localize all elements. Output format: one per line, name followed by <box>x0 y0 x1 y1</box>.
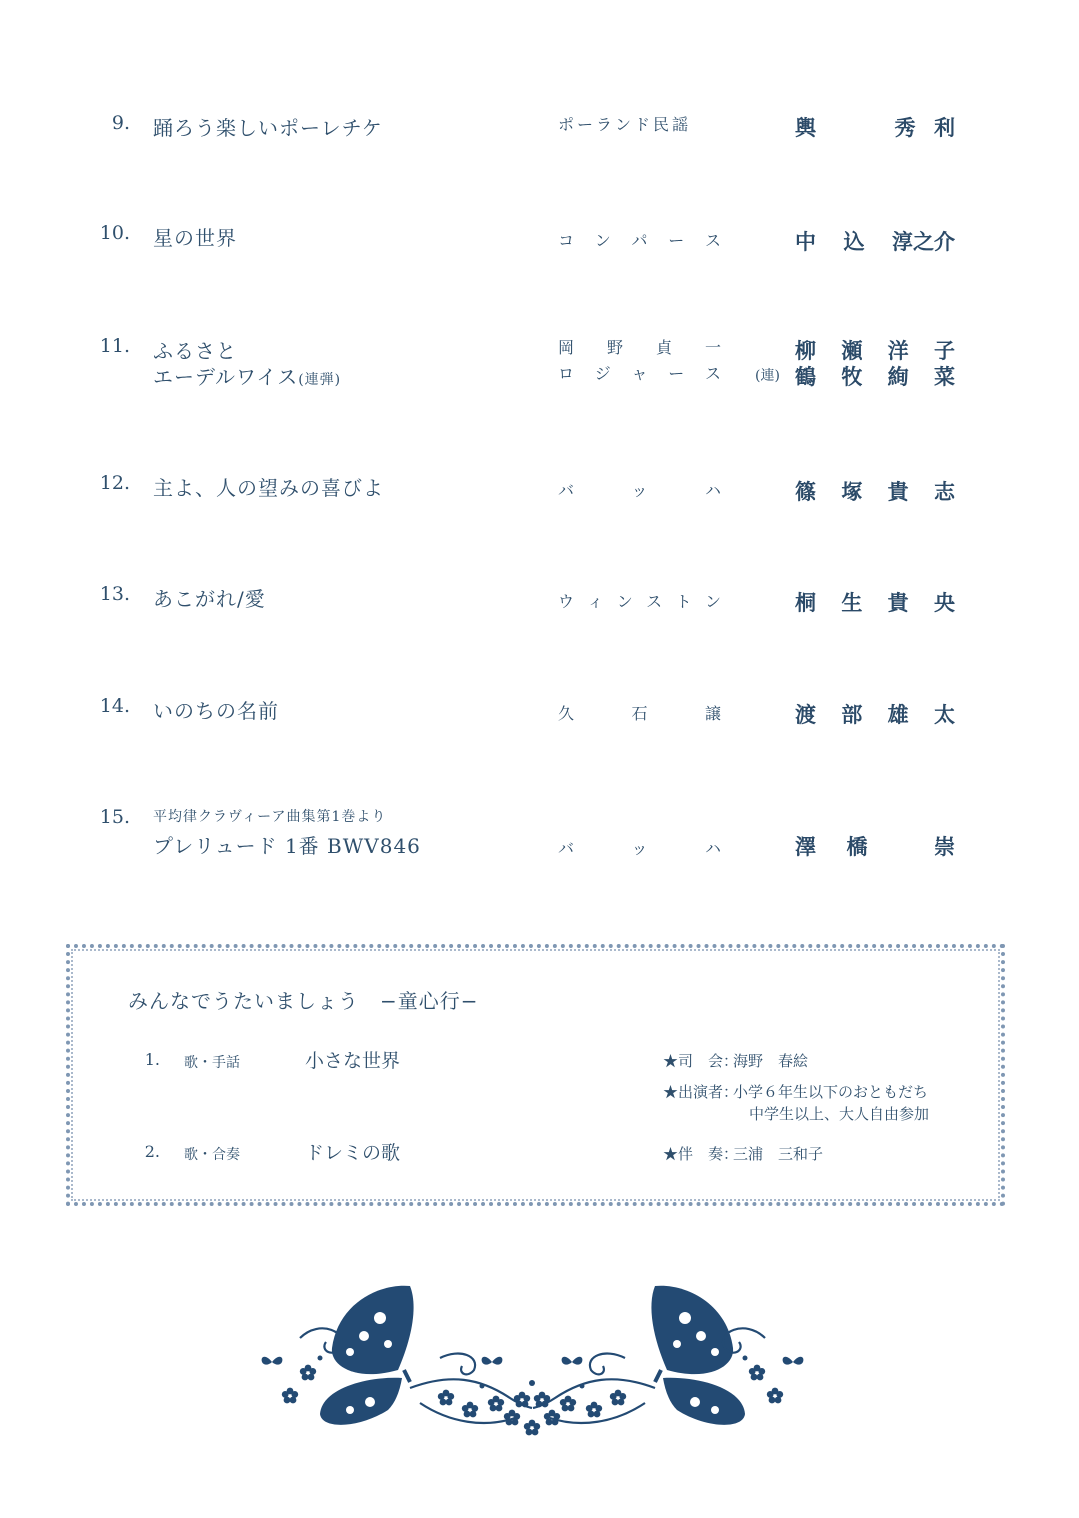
program-composer: バ ッ ハ <box>558 481 721 500</box>
program-title: 踊ろう楽しいポーレチケ <box>153 116 383 140</box>
info-host <box>663 1050 808 1071</box>
program-performer: 澤 橋 崇 <box>795 835 955 859</box>
program-composer-2: ロ ジ ャ ー ス <box>558 364 721 383</box>
program-number: 11. <box>99 335 130 357</box>
program-performer: 中 込 淳之介 <box>795 230 955 254</box>
program-number: 12. <box>99 472 130 494</box>
program-title: プレリュード 1番 BWV846 <box>153 834 421 858</box>
program-composer: ウ ィ ン ス ト ン <box>558 592 721 611</box>
info-accompaniment <box>663 1143 823 1164</box>
info-label: ★司 会： <box>663 1052 739 1070</box>
program-number: 15. <box>99 806 130 828</box>
info-value: 海野 春絵 <box>733 1052 809 1070</box>
program-composer: コ ン パ ー ス <box>558 231 721 250</box>
program-number: 14. <box>99 695 130 717</box>
duet-marker: (連) <box>755 368 780 384</box>
info-value: 小学６年生以下のおともだち <box>733 1083 929 1101</box>
program-composer: 岡 野 貞 一 <box>558 338 721 357</box>
info-label: ★出演者： <box>663 1083 739 1101</box>
program-composer: ポーランド民謡 <box>558 115 692 134</box>
right-butterfly-icon <box>651 1286 745 1425</box>
sing-along-title: みんなでうたいましょう −童心行− <box>128 989 479 1013</box>
program-composer: 久 石 譲 <box>558 704 721 723</box>
item-title: ドレミの歌 <box>305 1142 401 1164</box>
program-performer: 桐 生 貴 央 <box>795 591 955 615</box>
program-number: 9. <box>111 112 130 134</box>
program-title: 星の世界 <box>153 226 237 250</box>
info-value-2: 中学生以上、大人自由参加 <box>749 1105 930 1123</box>
program-performer: 渡 部 雄 太 <box>795 703 955 727</box>
sing-along-box <box>66 944 1005 1206</box>
info-performers <box>663 1081 930 1123</box>
program-composer: バ ッ ハ <box>558 839 721 858</box>
program-performer-2: 鶴 牧 絢 菜 <box>795 365 955 389</box>
item-title: 小さな世界 <box>305 1050 401 1072</box>
program-supertitle: 平均律クラヴィーア曲集第1巻より <box>153 809 387 825</box>
item-number: 2. <box>144 1142 160 1161</box>
item-kind: 歌・合奏 <box>184 1147 240 1163</box>
program-performer: 柳 瀬 洋 子 <box>795 339 955 363</box>
program-number: 13. <box>99 583 130 605</box>
program-title: あこがれ/愛 <box>153 587 266 611</box>
program-number: 10. <box>99 222 130 244</box>
program-title: 主よ、人の望みの喜びよ <box>153 476 384 500</box>
program-title-2: エーデルワイス(連弾) <box>153 365 342 389</box>
program-performer: 篠 塚 貴 志 <box>795 480 955 504</box>
item-number: 1. <box>144 1050 160 1069</box>
program-performer: 輿 秀 利 <box>795 116 955 140</box>
item-kind: 歌・手話 <box>184 1055 240 1071</box>
program-title: ふるさと <box>153 339 237 363</box>
left-butterfly-icon <box>320 1286 414 1425</box>
program-title: いのちの名前 <box>153 699 279 723</box>
info-value: 三浦 三和子 <box>733 1145 824 1163</box>
info-label: ★伴 奏： <box>663 1145 739 1163</box>
butterfly-floral-ornament-icon <box>260 1278 805 1448</box>
